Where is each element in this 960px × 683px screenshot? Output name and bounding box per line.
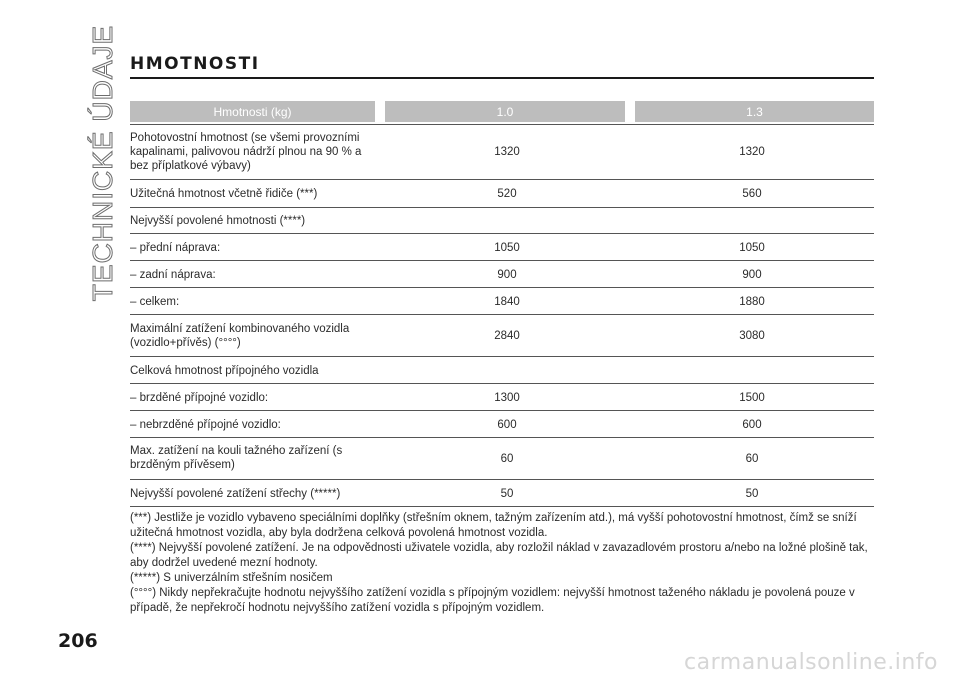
title-divider — [130, 77, 874, 79]
footnote-towing: (°°°°) Nikdy nepřekračujte hodnotu nejvyššího zatížení vozidla s přípojným vozidlem: nejvyšší hmotnost taženého nákladu je povolená pouze v případě, že nepřekročí hodnotu nejvyššího zatížení vozidla s přípojným vozidlem. — [130, 587, 855, 614]
row-value-1-0: 50 — [500, 488, 514, 500]
row-label: – nebrzděné přípojné vozidlo: — [130, 419, 281, 431]
table-row — [130, 480, 874, 507]
row-value-1-0: 1300 — [494, 392, 520, 404]
row-value-1-3: 50 — [745, 488, 759, 500]
row-value-1-0: 1050 — [494, 242, 520, 254]
header-cell-engine-1-0: 1.0 — [385, 101, 625, 122]
row-value-1-3: 1500 — [739, 392, 765, 404]
table-row — [130, 180, 874, 208]
row-label: Max. zatížení na kouli tažného zařízení (s brzděným přívěsem) — [130, 445, 343, 471]
table-row — [130, 234, 874, 261]
header-cell-engine-1-3: 1.3 — [635, 101, 874, 122]
row-value-1-0: 1320 — [494, 146, 520, 158]
page-title: HMOTNOSTI — [130, 54, 260, 74]
footnotes — [130, 511, 875, 616]
section-side-title-text: TECHNICKÉ ÚDAJE — [87, 24, 118, 302]
table-row — [130, 411, 874, 438]
row-value-1-0: 520 — [497, 188, 517, 200]
table-row — [130, 438, 874, 480]
row-label: Maximální zatížení kombinovaného vozidla (vozidlo+přívěs) (°°°°) — [130, 323, 350, 349]
watermark: carmanualsonline.info — [684, 650, 938, 675]
row-value-1-0: 2840 — [494, 330, 520, 342]
row-value-1-3: 560 — [742, 188, 762, 200]
row-value-1-3: 600 — [742, 419, 762, 431]
table-row — [130, 288, 874, 315]
row-label: Užitečná hmotnost včetně řidiče (***) — [130, 188, 318, 200]
section-side-title — [83, 24, 123, 302]
row-value-1-0: 600 — [497, 419, 517, 431]
row-value-1-0: 900 — [497, 269, 517, 281]
row-label: – přední náprava: — [130, 242, 221, 254]
row-value-1-3: 1050 — [739, 242, 765, 254]
row-value-1-3: 1880 — [739, 296, 765, 308]
row-label: Nejvyšší povolené hmotnosti (****) — [130, 215, 306, 227]
page-number: 206 — [58, 630, 98, 652]
row-value-1-3: 60 — [745, 453, 759, 465]
table-row — [130, 261, 874, 288]
row-divider — [130, 506, 874, 507]
footnote-load-capacity: (***) Jestliže je vozidlo vybaveno speciálními doplňky (střešním oknem, tažným zařízením atd.), má vyšší pohotovostní hmotnost, čímž se sníží užitečná hmotnost vozidla, aby byla dodržena celková povolená hmotnost vozidla. — [130, 512, 857, 539]
footnote-roof-carrier: (*****) S univerzálním střešním nosičem — [130, 572, 333, 584]
header-cell-weights: Hmotnosti (kg) — [130, 101, 375, 122]
table-row — [130, 357, 874, 384]
row-label: – zadní náprava: — [130, 269, 216, 281]
table-row — [130, 315, 874, 357]
row-label: – brzděné přípojné vozidlo: — [130, 392, 269, 404]
footnote-max-weights: (****) Nejvyšší povolené zatížení. Je na odpovědnosti uživatele vozidla, aby rozložil náklad v zavazadlovém prostoru a/nebo na ložné plošině tak, aby dodržel uvedené mezní hodnoty. — [130, 542, 868, 569]
row-label: Nejvyšší povolené zatížení střechy (*****) — [130, 488, 341, 500]
row-value-1-3: 3080 — [739, 330, 765, 342]
table-header — [130, 101, 874, 122]
table-row — [130, 384, 874, 411]
table-row — [130, 208, 874, 234]
row-value-1-3: 1320 — [739, 146, 765, 158]
row-label: Pohotovostní hmotnost (se všemi provozními kapalinami, palivovou nádrží plnou na 90 % a bez příplatkové výbavy) — [130, 132, 362, 172]
row-value-1-0: 1840 — [494, 296, 520, 308]
row-label: Celková hmotnost přípojného vozidla — [130, 365, 319, 377]
row-label: – celkem: — [130, 296, 180, 308]
table-row — [130, 125, 874, 180]
row-value-1-0: 60 — [500, 453, 514, 465]
row-value-1-3: 900 — [742, 269, 762, 281]
